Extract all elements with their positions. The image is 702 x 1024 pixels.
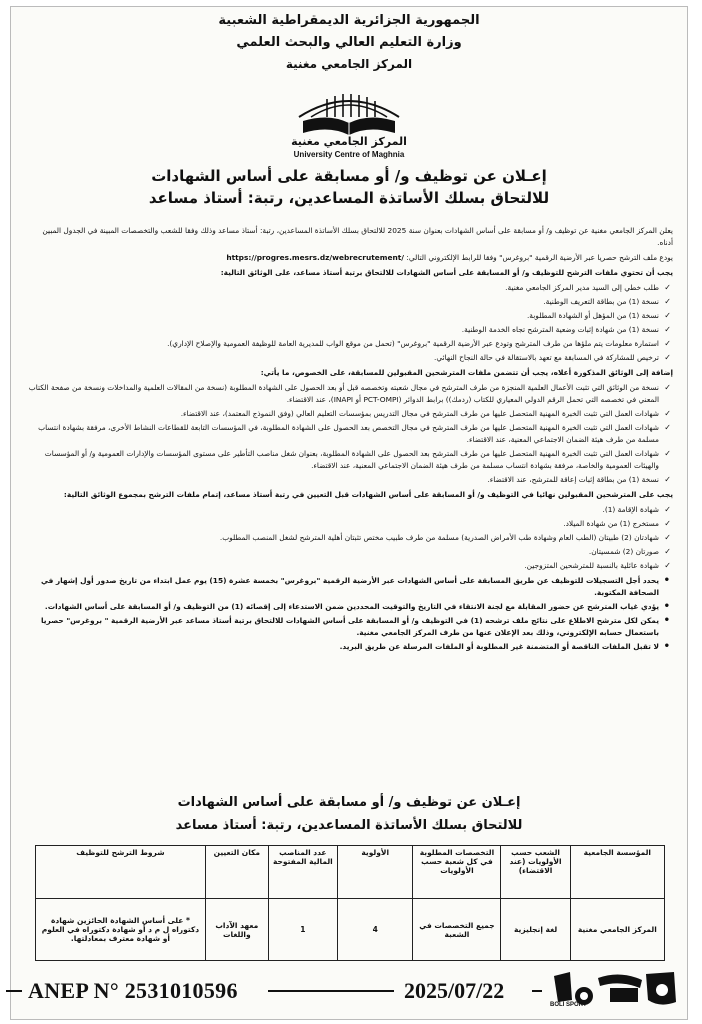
cell-priority: 4: [337, 899, 412, 961]
logo-english-name: University Centre of Maghnia: [293, 150, 405, 159]
list-item: • يحدد أجل التسجيلات للتوظيف عن طريق المسابقة على أساس الشهادات عبر الأرضية الرقمية "بروغرس" بخمسة عشرة (15) يوم عمل ابتداء من تاريخ صدور أول إشهار في الصحافة المكتوبة.: [25, 575, 659, 599]
table-title-line2: للالتحاق بسلك الأساتذة المساعدين، رتبة: أستاذ مساعد: [175, 818, 523, 833]
list-item: ✓ طلب خطي إلى السيد مدير المركز الجامعي مغنية.: [25, 282, 659, 294]
list-item: • يمكن لكل مترشح الاطلاع على نتائج ملف ترشحه (1) في التوظيف و/ أو المسابقة على أساس الشهادات للالتحاق برتبة أستاذ مساعد عبر الأرضية الرقمية " بروغرس" حصريا باستعمال حسابه الإلكتروني، وذلك بعد الإعلان عنها من طرف المركز الجامعي مغنية.: [25, 615, 659, 639]
announcement-title-line2: للالتحاق بسلك الأساتذة المساعدين، رتبة: أستاذ مساعد: [148, 189, 550, 207]
list-item: ✓ مستخرج (1) من شهادة الميلاد.: [25, 518, 659, 530]
col-branch: الشعب حسب الأولويات (عند الاقتضاء): [501, 846, 570, 899]
additional-docs-list: [25, 382, 673, 486]
footer-divider: [532, 990, 542, 992]
accepted-docs-list: [25, 504, 673, 572]
list-item: ✓ نسخة من الوثائق التي تثبت الأعمال العلمية المنجزة من طرف المترشح في مجال شعبته وتخصصه قبل أو بعد الحصول على الشهادة المطلوبة (نسخة من المقالات العلمية والمداخلات ونسخة من صفحة الكتاب المعني في تخصصه التي تحمل الرقم الدولي المعياري للكتاب (ردمك)) برابط الدوائر (PCT-OMPI أو INAPI)، عند الاقتضاء.: [25, 382, 659, 406]
list-item: ✓ شهادة عائلية بالنسبة للمترشحين المتزوجين.: [25, 560, 659, 572]
list-item: ✓ صورتان (2) شمسيتان.: [25, 546, 659, 558]
logo-arabic-name: المركز الجامعي مغنية: [291, 135, 407, 148]
list-item: ✓ ترخيص للمشاركة في المسابقة مع تعهد بالاستقالة في حالة النجاح النهائي.: [25, 352, 659, 364]
cell-open-positions: 1: [268, 899, 337, 961]
cell-assignment-place: معهد الآداب واللغات: [205, 899, 268, 961]
intro-paragraph: يعلن المركز الجامعي مغنية عن توظيف و/ أو مسابقة على أساس الشهادات بعنوان سنة 2025 للالتحاق بسلك الأساتذة المساعدين، رتبة: أستاذ مساعد وذلك وفقا للشعب والتخصصات المبينة في الجدول المبين أدناه.: [42, 226, 673, 247]
submission-paragraph: [25, 252, 673, 264]
table-header-row: [36, 846, 665, 899]
required-docs-intro: يجب أن تحتوي ملفات الترشح للتوظيف و/ أو المسابقة على أساس الشهادات للالتحاق برتبة أستاذ مساعد، على الوثائق التالية:: [220, 268, 673, 277]
cell-specialties: جميع التخصصات في الشعبة: [413, 899, 501, 961]
ministry-header: وزارة التعليم العالي والبحث العلمي: [236, 35, 462, 50]
list-item: ✓ شهادات العمل التي تثبت الخبرة المهنية المتحصل عليها من طرف المترشح في مجال التخصص بعد الحصول على الشهادة المطلوبة، في المؤسسات التابعة للقطاعات النشاط الأخرى، مرفقة بشهادة انتساب مسلمة من طرف هيئة الضمان الاجتماعي المعنية، عند الاقتضاء.: [25, 422, 659, 446]
list-item: ✓ شهادات العمل التي تثبت الخبرة المهنية المتحصل عليها من طرف المترشح في مجال التدريس بمؤسسات التعليم العالي (وفق النموذج المعتمد)، عند الاقتضاء.: [25, 408, 659, 420]
notes-list: [25, 575, 673, 653]
cell-branch: لغة إنجليزية: [501, 899, 570, 961]
accepted-docs-intro: يجب على المترشحين المقبولين نهائيا في التوظيف و/ أو المسابقة على أساس الشهادات قبل التعيين في رتبة أستاذ مساعد، إتمام ملفات الترشح بمجموع الوثائق التالية:: [63, 490, 673, 499]
progres-url-link[interactable]: https://progres.mesrs.dz/webrecrutement/: [226, 253, 404, 262]
col-priority: الأولوية: [337, 846, 412, 899]
additional-docs-intro: إضافة إلى الوثائق المذكورة أعلاه، يجب أن تتضمن ملفات المترشحين المقبولين للمسابقة، على الخصوص، ما يأتي:: [260, 368, 673, 377]
announcement-title-line1: إعـلان عن توظيف و/ أو مسابقة على أساس الشهادات: [151, 167, 547, 185]
col-institution: المؤسسة الجامعية: [570, 846, 664, 899]
list-item: ✓ استمارة معلومات يتم ملؤها من طرف المترشح وتودع عبر الأرضية الرقمية "بروغرس" (تحمل من موقع الواب للمديرية العامة للوظيفة العمومية والإصلاح الإداري).: [25, 338, 659, 350]
publication-date: 2025/07/22: [404, 978, 505, 1003]
centre-header: المركز الجامعي مغنية: [285, 57, 413, 71]
submission-text: يودع ملف الترشح حصريا عبر الأرضية الرقمية "بروغرس" وفقا للرابط الإلكتروني التالي:: [406, 253, 673, 262]
footer-divider: [268, 990, 394, 992]
col-conditions: شروط الترشح للتوظيف: [36, 846, 206, 899]
list-item: ✓ نسخة (1) من بطاقة إثبات إعاقة للمترشح، عند الاقتضاء.: [25, 474, 659, 486]
col-assignment-place: مكان التعيين: [205, 846, 268, 899]
footer-divider: [6, 990, 22, 992]
list-item: ✓ شهادات العمل التي تثبت الخبرة المهنية المتحصل عليها من طرف المترشح بعد الحصول على الشهادة المطلوبة، بعنوان شغل مناصب التأطير على مستوى المؤسسات والإدارات العمومية و/ أو المؤسسات والهيئات العمومية والخاصة، مرفقة بشهادة انتساب مسلمة من طرف هيئة الضمان الاجتماعي المعنية، عند الاقتضاء.: [25, 448, 659, 472]
table-row: [36, 899, 665, 961]
list-item: ✓ نسخة (1) من بطاقة التعريف الوطنية.: [25, 296, 659, 308]
positions-table: [35, 845, 665, 961]
col-open-positions: عدد المناصب المالية المفتوحة: [268, 846, 337, 899]
republic-header: الجمهورية الجزائرية الديمقراطية الشعبية: [218, 13, 480, 28]
cell-conditions: * على أساس الشهادة الحائزين شهادة دكتوراه ل م د أو شهادة دكتوراه في العلوم أو شهادة معترف بمعادلتها.: [36, 899, 206, 961]
list-item: ✓ نسخة (1) من المؤهل أو الشهادة المطلوبة.: [25, 310, 659, 322]
list-item: ✓ نسخة (1) من شهادة إثبات وضعية المترشح تجاه الخدمة الوطنية.: [25, 324, 659, 336]
publication-footer: [0, 968, 702, 1016]
announcement-body: [25, 225, 673, 785]
newspaper-brand-name: BOLI SPORT: [550, 1002, 587, 1008]
anep-number: ANEP N° 2531010596: [28, 978, 238, 1003]
list-item: • يؤدي غياب المترشح عن حضور المقابلة مع لجنة الانتقاء في التاريخ والتوقيت المحددين ضمن الاستدعاء إلى إقصائه (1) من التوظيف و/ أو المسابقة على أساس الشهادات.: [25, 601, 659, 613]
announcement-page: [10, 6, 688, 1020]
table-title-line1: إعـلان عن توظيف و/ أو مسابقة على أساس الشهادات: [177, 795, 521, 810]
cell-institution: المركز الجامعي مغنية: [570, 899, 664, 961]
list-item: ✓ شهادتان (2) طبيتان (الطب العام وشهادة طب الأمراض الصدرية) مسلمة من طرف طبيب مختص تثبتان أهلية المترشح لشغل المنصب المطلوب.: [25, 532, 659, 544]
list-item: • لا تقبل الملفات الناقصة أو المتضمنة غير المطلوبة أو الملفات المرسلة عن طريق البريد.: [25, 641, 659, 653]
list-item: ✓ شهادة الإقامة (1).: [25, 504, 659, 516]
col-specialties: التخصصات المطلوبة في كل شعبة حسب الأولويات: [413, 846, 501, 899]
required-docs-list: [25, 282, 673, 364]
